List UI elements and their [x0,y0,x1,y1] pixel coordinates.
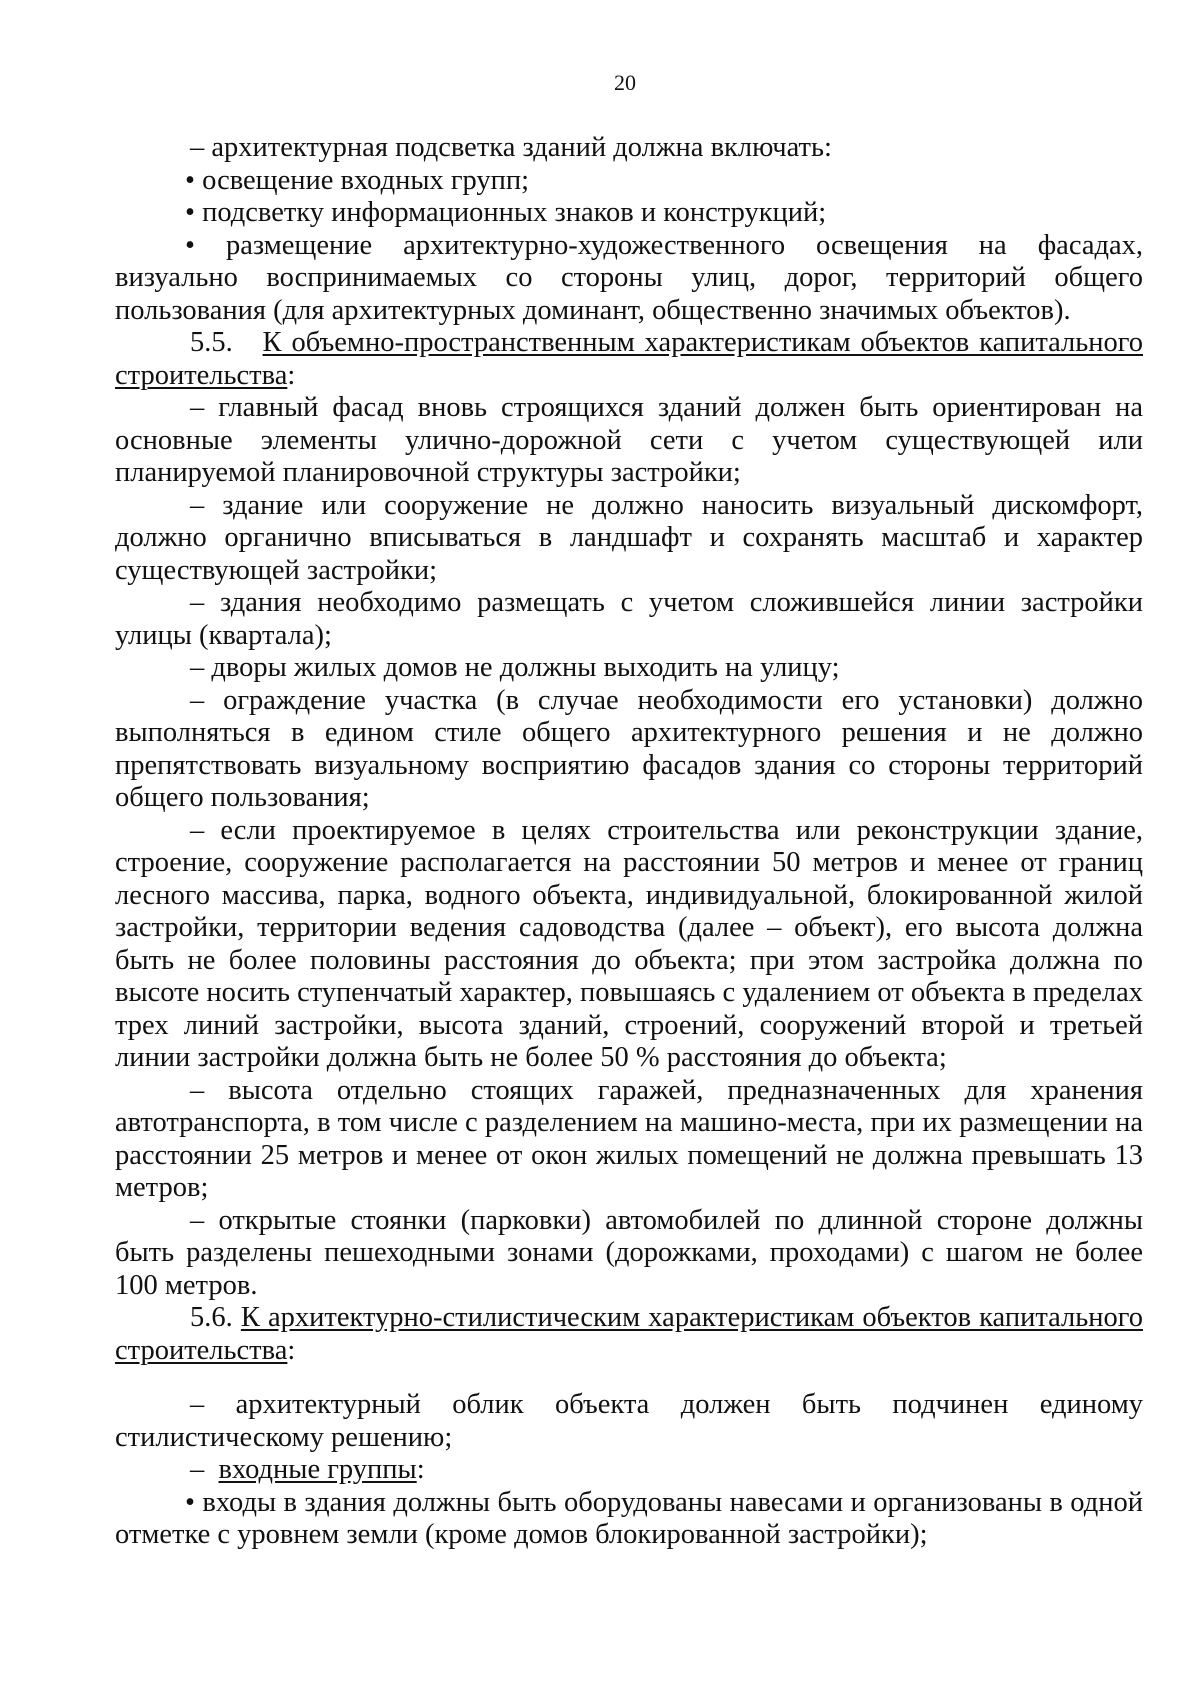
paragraph-entrance-groups-heading [115,1454,1143,1487]
paragraph-garages: – высота отдельно стоящих гаражей, предназначенных для хранения автотранспорта, в том числе с разделением на машино-места, при их размещении на расстоянии 25 метров и менее от окон жилых помещений не должна превышать 13 метров; [115,1074,1143,1203]
paragraph-lighting-intro: – архитектурная подсветка зданий должна включать: [190,132,832,163]
bullet-entrance-lighting: • освещение входных групп; [185,164,530,196]
paragraph-courtyards: – дворы жилых домов не должны выходить на улицу; [190,652,840,683]
paragraph-building-line: – здания необходимо размещать с учетом сложившейся линии застройки улицы (квартала); [115,587,1143,651]
bullet-entrance-canopies: • входы в здания должны быть оборудованы навесами и организованы в одной отметке с уровнем земли (кроме домов блокированной застройки); [115,1486,1143,1550]
section-5-6-title: К архитектурно-стилистическим характеристикам объектов капитального строительства [115,1302,1143,1366]
page-number: 20 [614,70,636,95]
paragraph-fencing: – ограждение участка (в случае необходимости его установки) должно выполняться в едином стиле общего архитектурного решения и не должно препятствовать визуальному восприятию фасадов здания со стороны территорий общего пользования; [115,684,1143,813]
section-5-5-number: 5.5. [190,327,233,358]
section-5-5-title: К объемно-пространственным характеристикам объектов капитального строительства [115,327,1144,391]
section-5-6-colon: : [287,1334,296,1366]
paragraph-parking: – открытые стоянки (парковки) автомобилей по длинной стороне должны быть разделены пешеходными зонами (дорожками, проходами) с шагом не более 100 метров. [115,1204,1143,1301]
paragraph-height-limits: – если проектируемое в целях строительства или реконструкции здание, строение, сооружение располагается на расстоянии 50 метров и менее от границ лесного массива, парка, водного объекта, индивидуальной, блокированной жилой застройки, территории ведения садоводства (далее – объект), его высота должна быть не более половины расстояния до объекта; при этом застройка должна по высоте носить ступенчатый характер, повышаясь с удалением от объекта в пределах трех линий застройки, высота зданий, строений, сооружений второй и третьей линии застройки должна быть не более 50 % расстояния до объекта; [115,814,1143,1073]
paragraph-main-facade: – главный фасад вновь строящихся зданий должен быть ориентирован на основные элементы улично-дорожной сети с учетом существующей или планируемой планировочной структуры застройки; [115,392,1143,488]
section-5-6-number: 5.6. [190,1302,233,1333]
section-5-5-heading [115,327,1143,392]
section-5-6-heading [115,1302,1143,1367]
bullet-sign-lighting: • подсветку информационных знаков и конструкций; [185,197,827,228]
entrance-groups-title: входные группы [218,1454,417,1485]
document-body [115,132,1143,1552]
paragraph-architectural-style: – архитектурный облик объекта должен быть подчинен единому стилистическому решению; [115,1389,1143,1453]
paragraph-visual-discomfort: – здание или сооружение не должно наносить визуальный дискомфорт, должно органично вписываться в ландшафт и сохранять масштаб и характер существующей застройки; [115,489,1143,586]
section-5-5-colon: : [287,359,296,391]
entrance-groups-colon: : [416,1454,425,1485]
entrance-groups-dash: – [190,1454,205,1485]
bullet-facade-lighting: • размещение архитектурно-художественного освещения на фасадах, визуально воспринимаемых со стороны улиц, дорог, территорий общего пользования (для архитектурных доминант, общественно значимых объектов). [115,229,1143,326]
